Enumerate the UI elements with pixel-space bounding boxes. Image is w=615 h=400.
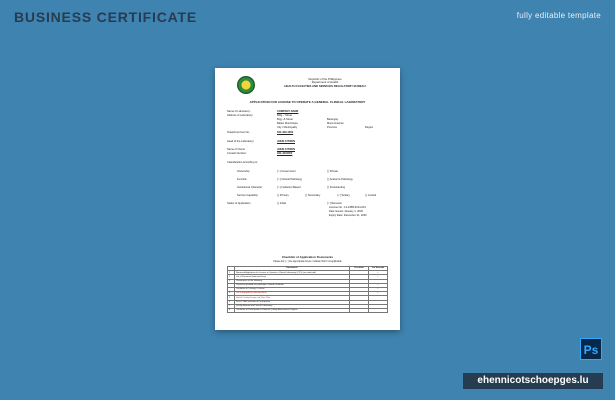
class-label: Classification According to <box>227 161 258 164</box>
contact-label: Contact Number: <box>227 152 247 155</box>
contact-value: 034-4234002 <box>277 152 293 155</box>
photoshop-icon: Ps <box>580 338 602 360</box>
checklist-cell: Certificate of Training / License <box>235 287 350 291</box>
province-label: Province <box>327 126 338 129</box>
template-title: BUSINESS CERTIFICATE <box>14 9 197 25</box>
svc-secondary: [ ] Secondary <box>305 194 321 197</box>
checklist-cell: List of Personnel (attached form) <box>235 275 350 279</box>
checklist-note: Please tick (✓) the appropriate boxes. Indicate N/A if not applicable <box>273 261 342 263</box>
checklist-cell <box>369 308 388 312</box>
bureau-line: HEALTH FACILITIES AND SERVICES REGULATORY BUREAU <box>284 83 366 88</box>
checklist-cell: Health Facility Design and Floor Plan <box>235 296 350 300</box>
svc-tertiary: [ / ] Tertiary <box>337 194 350 197</box>
checklist-cell: ✓ <box>369 275 388 279</box>
function-label: Function <box>237 178 247 181</box>
checklist-cell: ✓ <box>369 283 388 287</box>
checklist-table <box>227 266 388 313</box>
department-line: Department of Health <box>311 80 339 85</box>
name-label: Name of Laboratory: <box>227 110 251 113</box>
checklist-cell: Certificate of Participation in External Quality Assessment Program <box>235 308 350 312</box>
status-label: Status of Application <box>227 202 251 205</box>
checklist-header-cell: For Initial <box>350 267 369 271</box>
own-gov: [ / ] Government <box>277 170 296 173</box>
checklist-cell: 4 <box>228 292 235 296</box>
region-label: Region <box>365 126 374 129</box>
checklist-cell: List of Equipment (attached form) <box>235 292 350 296</box>
expiry-date: Expiry Date: December 31, 2020 <box>329 214 367 217</box>
checklist-cell: 3 <box>228 279 235 283</box>
ownership-label: Ownership <box>237 170 250 173</box>
inst-label: Institutional Character <box>237 186 263 189</box>
document-title: APPLICATION FOR LICENSE TO OPERATE A GENERAL CLINICAL LABORATORY <box>249 100 366 104</box>
checklist-cell: 1 <box>228 271 235 275</box>
checklist-cell: Photocopies of the following: <box>235 279 350 283</box>
head-label: Head of the Laboratory: <box>227 140 255 143</box>
checklist-cell: ✓ <box>369 271 388 275</box>
muni-value: Muna Huwiran <box>327 122 344 125</box>
barangay-label: Barangay <box>327 118 339 121</box>
checklist-cell: 5 <box>228 296 235 300</box>
doh-seal-icon <box>237 76 255 94</box>
svc-limited: [ ] Limited <box>365 194 377 197</box>
checklist-cell: ✓ <box>369 292 388 296</box>
checklist-header-cell: For Renewal <box>369 267 388 271</box>
st-renewal: [ / ] Renewal <box>327 202 342 205</box>
owner-value: JOHN CITIZEN <box>277 148 296 151</box>
address-label: Address of Laboratory: <box>227 114 254 117</box>
document-header <box>265 78 385 88</box>
checklist-row <box>228 308 388 312</box>
checklist-cell: ✓ <box>369 287 388 291</box>
svc-primary: [ ] Primary <box>277 194 289 197</box>
checklist-cell: 8 <box>228 308 235 312</box>
city-label: City / Municipality <box>277 126 298 129</box>
license-no: License No.: 12-345B-2014-001 <box>329 206 366 209</box>
checklist-header-cell: Documents <box>235 267 350 271</box>
template-subtitle: fully editable template <box>516 11 601 20</box>
inst-free: [ ] Freestanding <box>327 186 346 189</box>
checklist-cell: 7 <box>228 304 235 308</box>
checklist-cell <box>350 308 369 312</box>
st-initial: [ ] Initial <box>277 202 286 205</box>
head-value: JOHN CITIZEN <box>277 140 296 143</box>
checklist-cell: Notarized Application for License to Operate a Clinical Laboratory (LTO) (see attached) <box>235 271 350 275</box>
checklist-cell: Quality Manual and Proof of Laboratory <box>235 304 350 308</box>
address-line2: Brgy. & Street <box>277 118 293 121</box>
checklist-cell: DOH PTIA/Certificate of Participation <box>235 300 350 304</box>
inst-hosp: [ / ] Institution Based <box>277 186 301 189</box>
checklist-cell: 6 <box>228 300 235 304</box>
tel-value: 034-429-4002 <box>277 131 294 134</box>
service-label: Service Capability <box>237 194 258 197</box>
tel-label: Telephone/ Fax No.: <box>227 131 251 134</box>
checklist-cell: Physician qualified as pathologist / Board Certificate <box>235 283 350 287</box>
fn-clin: [ / ] Clinical Pathology <box>277 178 302 181</box>
site-watermark: ehennicotschoepges.lu <box>463 373 603 389</box>
own-priv: [ ] Private <box>327 170 338 173</box>
fn-anat: [ ] Anatomic Pathology <box>327 178 353 181</box>
certificate-page <box>215 68 400 330</box>
checklist-cell: 2 <box>228 275 235 279</box>
address-line3: Bailen Muntinlupa <box>277 122 298 125</box>
owner-label: Name of Owner <box>227 148 246 151</box>
checklist-title: Checklist of Application Documents <box>281 255 334 259</box>
date-issued: Date Issued: January 1, 2020 <box>329 210 363 213</box>
name-value: COMPANY NAME <box>277 110 299 113</box>
address-line1: Bldg. / Street <box>277 114 292 117</box>
republic-line: Republic of the Philippines <box>308 77 342 81</box>
